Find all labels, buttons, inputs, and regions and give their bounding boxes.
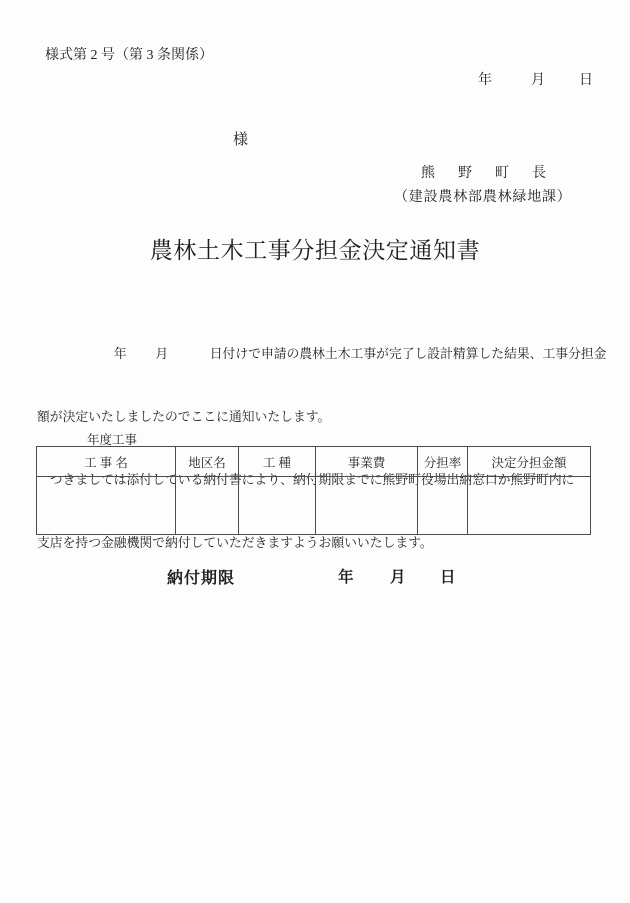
sender-name: 熊 野 町 長 xyxy=(421,166,551,181)
col-header-decided-amount: 決定分担金額 xyxy=(468,447,591,477)
cell-work-type xyxy=(239,477,316,535)
payment-deadline-label: 納付期限 xyxy=(167,570,236,587)
cell-district xyxy=(176,477,239,535)
works-table xyxy=(36,446,591,535)
works-table-caption: 年度工事 xyxy=(87,433,138,447)
issue-date-day-label: 日 xyxy=(579,73,593,88)
col-header-share-rate: 分担率 xyxy=(418,447,468,477)
works-table-header-row xyxy=(37,447,591,477)
body-line-4: 支店を持つ金融機関で納付していただきますようお願いいたします。 xyxy=(37,536,433,550)
cell-decided-amount xyxy=(468,477,591,535)
payment-deadline-year-label: 年 xyxy=(338,569,354,586)
col-header-project-cost: 事業費 xyxy=(316,447,418,477)
col-header-district: 地区名 xyxy=(176,447,239,477)
form-number: 様式第 2 号（第 3 条関係） xyxy=(45,48,213,63)
payment-deadline-day-label: 日 xyxy=(440,569,456,586)
body-line-1: 年 月 日付けで申請の農林土木工事が完了し設計精算した結果、工事分担金 xyxy=(37,347,607,361)
recipient-honorific: 様 xyxy=(233,132,249,148)
cell-share-rate xyxy=(418,477,468,535)
col-header-work-name: 工 事 名 xyxy=(37,447,176,477)
body-line-2: 額が決定いたしましたのでここに通知いたします。 xyxy=(37,410,331,424)
issue-date-line xyxy=(0,69,630,87)
issue-date-year-label: 年 xyxy=(478,73,492,88)
issue-date-month-label: 月 xyxy=(531,73,545,88)
works-table-empty-row xyxy=(37,477,591,535)
cell-project-cost xyxy=(316,477,418,535)
sender-department: （建設農林部農林緑地課） xyxy=(394,190,572,205)
payment-deadline-month-label: 月 xyxy=(390,569,406,586)
body-line-3: つきましては添付している納付書により、納付期限までに熊野町役場出納窓口か熊野町内に xyxy=(37,473,575,487)
col-header-work-type: 工 種 xyxy=(239,447,316,477)
document-title: 農林土木工事分担金決定通知書 xyxy=(149,238,481,263)
cell-work-name xyxy=(37,477,176,535)
payment-deadline-line xyxy=(0,565,630,587)
